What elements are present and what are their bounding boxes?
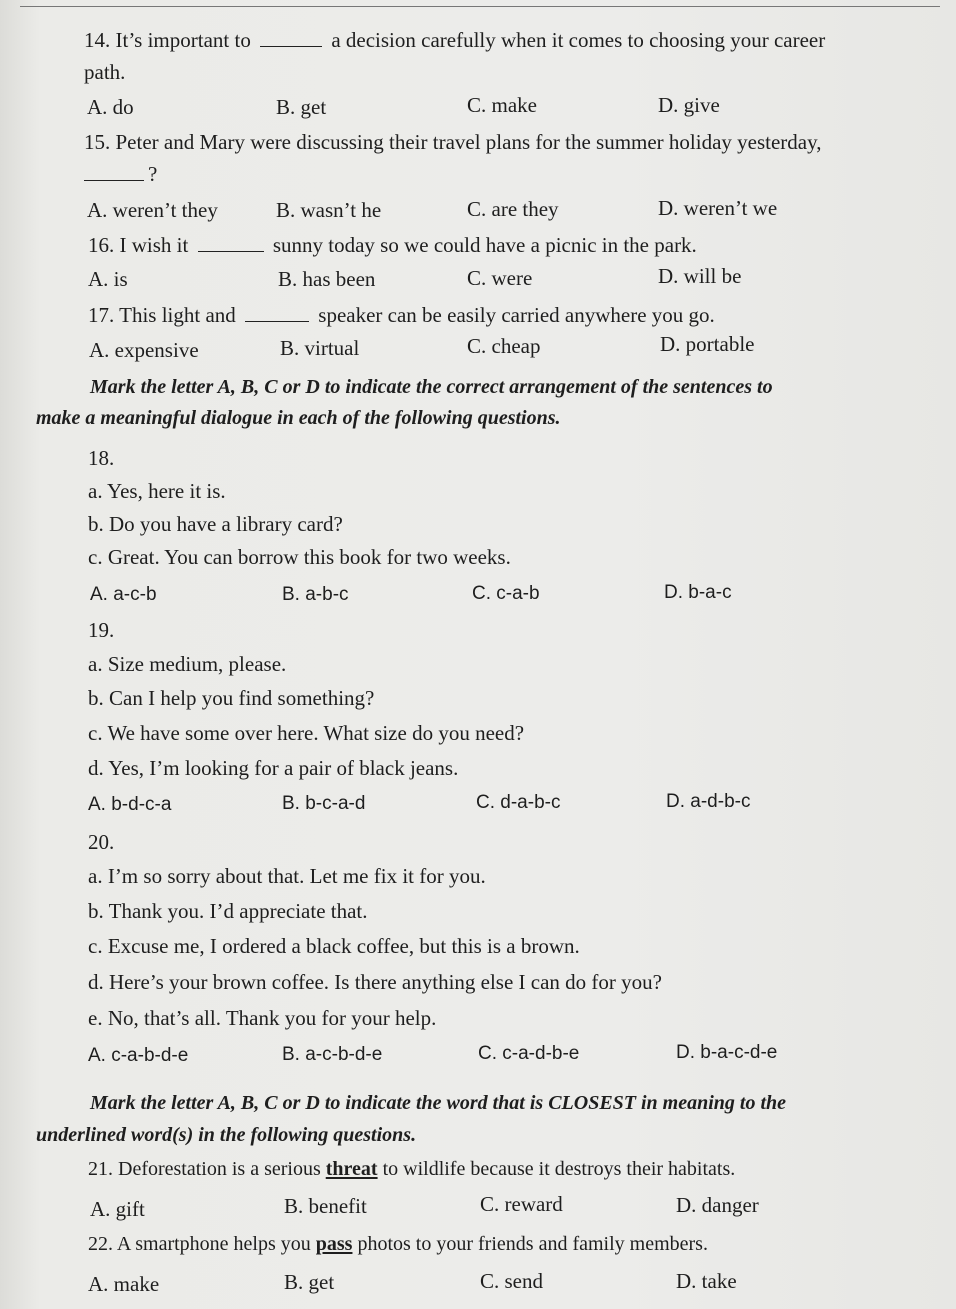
q20-option-d[interactable]: D. b-a-c-d-e (676, 1042, 778, 1063)
question-22 (88, 1232, 708, 1256)
q19-option-c[interactable]: C. d-a-b-c (476, 792, 561, 813)
q15-option-a[interactable]: A. weren’t they (87, 198, 218, 222)
q21-option-d[interactable]: D. danger (676, 1193, 759, 1217)
q22-text-post: photos to your friends and family members. (357, 1233, 708, 1255)
q14-option-c[interactable]: C. make (467, 93, 537, 117)
q20-line-c: c. Excuse me, I ordered a black coffee, but this is a brown. (88, 934, 580, 958)
q21-option-a[interactable]: A. gift (90, 1197, 145, 1221)
question-21 (88, 1157, 735, 1181)
q16-option-a[interactable]: A. is (88, 267, 128, 291)
question-16 (88, 233, 697, 257)
q17-blank[interactable] (245, 303, 309, 322)
q22-option-c[interactable]: C. send (480, 1269, 543, 1293)
instruction-arrangement-line1: Mark the letter A, B, C or D to indicate the correct arrangement of the sentences to (90, 376, 773, 398)
q14-text-post: a decision carefully when it comes to choosing your career (331, 28, 826, 52)
q18-line-c: c. Great. You can borrow this book for two weeks. (88, 545, 511, 569)
q21-text-pre: 21. Deforestation is a serious (88, 1158, 321, 1180)
q21-text-post: to wildlife because it destroys their habitats. (382, 1158, 736, 1180)
q20-line-a: a. I’m so sorry about that. Let me fix it for you. (88, 864, 486, 888)
q15-option-b[interactable]: B. wasn’t he (276, 198, 382, 222)
q20-line-b: b. Thank you. I’d appreciate that. (88, 899, 368, 923)
q19-option-b[interactable]: B. b-c-a-d (282, 793, 366, 814)
q20-option-b[interactable]: B. a-c-b-d-e (282, 1044, 383, 1065)
q22-option-a[interactable]: A. make (88, 1272, 160, 1296)
q16-option-d[interactable]: D. will be (658, 264, 742, 288)
q22-text-pre: 22. A smartphone helps you (88, 1233, 311, 1255)
q22-underlined-word: pass (315, 1233, 353, 1255)
q15-blank-line (84, 162, 157, 186)
q17-option-d[interactable]: D. portable (660, 332, 755, 356)
q17-option-c[interactable]: C. cheap (467, 334, 541, 358)
instruction-arrangement-line2: make a meaningful dialogue in each of the following questions. (36, 407, 561, 429)
q17-option-b[interactable]: B. virtual (280, 336, 360, 360)
q19-line-a: a. Size medium, please. (88, 652, 287, 676)
q19-number: 19. (88, 618, 115, 642)
q18-line-b: b. Do you have a library card? (88, 512, 343, 536)
q16-option-b[interactable]: B. has been (278, 267, 376, 291)
q19-option-a[interactable]: A. b-d-c-a (88, 794, 172, 815)
q21-option-b[interactable]: B. benefit (284, 1194, 367, 1218)
q21-underlined-word: threat (325, 1158, 378, 1180)
q18-line-a: a. Yes, here it is. (88, 479, 226, 503)
q15-option-c[interactable]: C. are they (467, 197, 559, 221)
instruction-closest-line2: underlined word(s) in the following questions. (36, 1124, 417, 1146)
question-14 (84, 28, 825, 52)
q19-option-d[interactable]: D. a-d-b-c (666, 791, 751, 812)
q19-line-b: b. Can I help you find something? (88, 686, 375, 710)
q22-option-b[interactable]: B. get (284, 1270, 335, 1294)
q18-option-c[interactable]: C. c-a-b (472, 583, 540, 604)
instruction-closest-line1: Mark the letter A, B, C or D to indicate the word that is CLOSEST in meaning to the (90, 1092, 787, 1114)
q14-blank[interactable] (260, 28, 322, 47)
q14-text-pre: 14. It’s important to (84, 28, 251, 52)
q17-text-post: speaker can be easily carried anywhere you go. (318, 303, 715, 327)
q16-text-post: sunny today so we could have a picnic in the park. (272, 233, 697, 257)
top-rule (20, 6, 940, 7)
q15-blank[interactable] (84, 162, 144, 181)
q19-line-c: c. We have some over here. What size do you need? (88, 721, 525, 745)
q18-option-a[interactable]: A. a-c-b (90, 584, 157, 605)
q17-option-a[interactable]: A. expensive (89, 338, 199, 362)
q18-option-b[interactable]: B. a-b-c (282, 584, 349, 605)
q14-option-a[interactable]: A. do (87, 95, 134, 119)
q14-continuation: path. (84, 60, 126, 84)
q18-option-d[interactable]: D. b-a-c (664, 582, 732, 603)
q21-option-c[interactable]: C. reward (480, 1192, 563, 1216)
q20-line-e: e. No, that’s all. Thank you for your help. (88, 1006, 437, 1030)
q22-option-d[interactable]: D. take (676, 1269, 737, 1293)
question-15: 15. Peter and Mary were discussing their travel plans for the summer holiday yesterday, (84, 130, 822, 154)
q16-text-pre: 16. I wish it (88, 233, 189, 257)
q16-option-c[interactable]: C. were (467, 266, 533, 290)
q17-text-pre: 17. This light and (88, 303, 236, 327)
q20-line-d: d. Here’s your brown coffee. Is there anything else I can do for you? (88, 970, 662, 994)
q15-option-d[interactable]: D. weren’t we (658, 196, 778, 220)
q20-option-c[interactable]: C. c-a-d-b-e (478, 1043, 580, 1064)
q20-option-a[interactable]: A. c-a-b-d-e (88, 1045, 189, 1066)
question-17 (88, 303, 715, 327)
q18-number: 18. (88, 446, 115, 470)
q20-number: 20. (88, 830, 115, 854)
q14-option-d[interactable]: D. give (658, 93, 720, 117)
q19-line-d: d. Yes, I’m looking for a pair of black jeans. (88, 756, 459, 780)
q15-tail: ? (148, 162, 158, 186)
q14-option-b[interactable]: B. get (276, 95, 327, 119)
q16-blank[interactable] (198, 233, 264, 252)
